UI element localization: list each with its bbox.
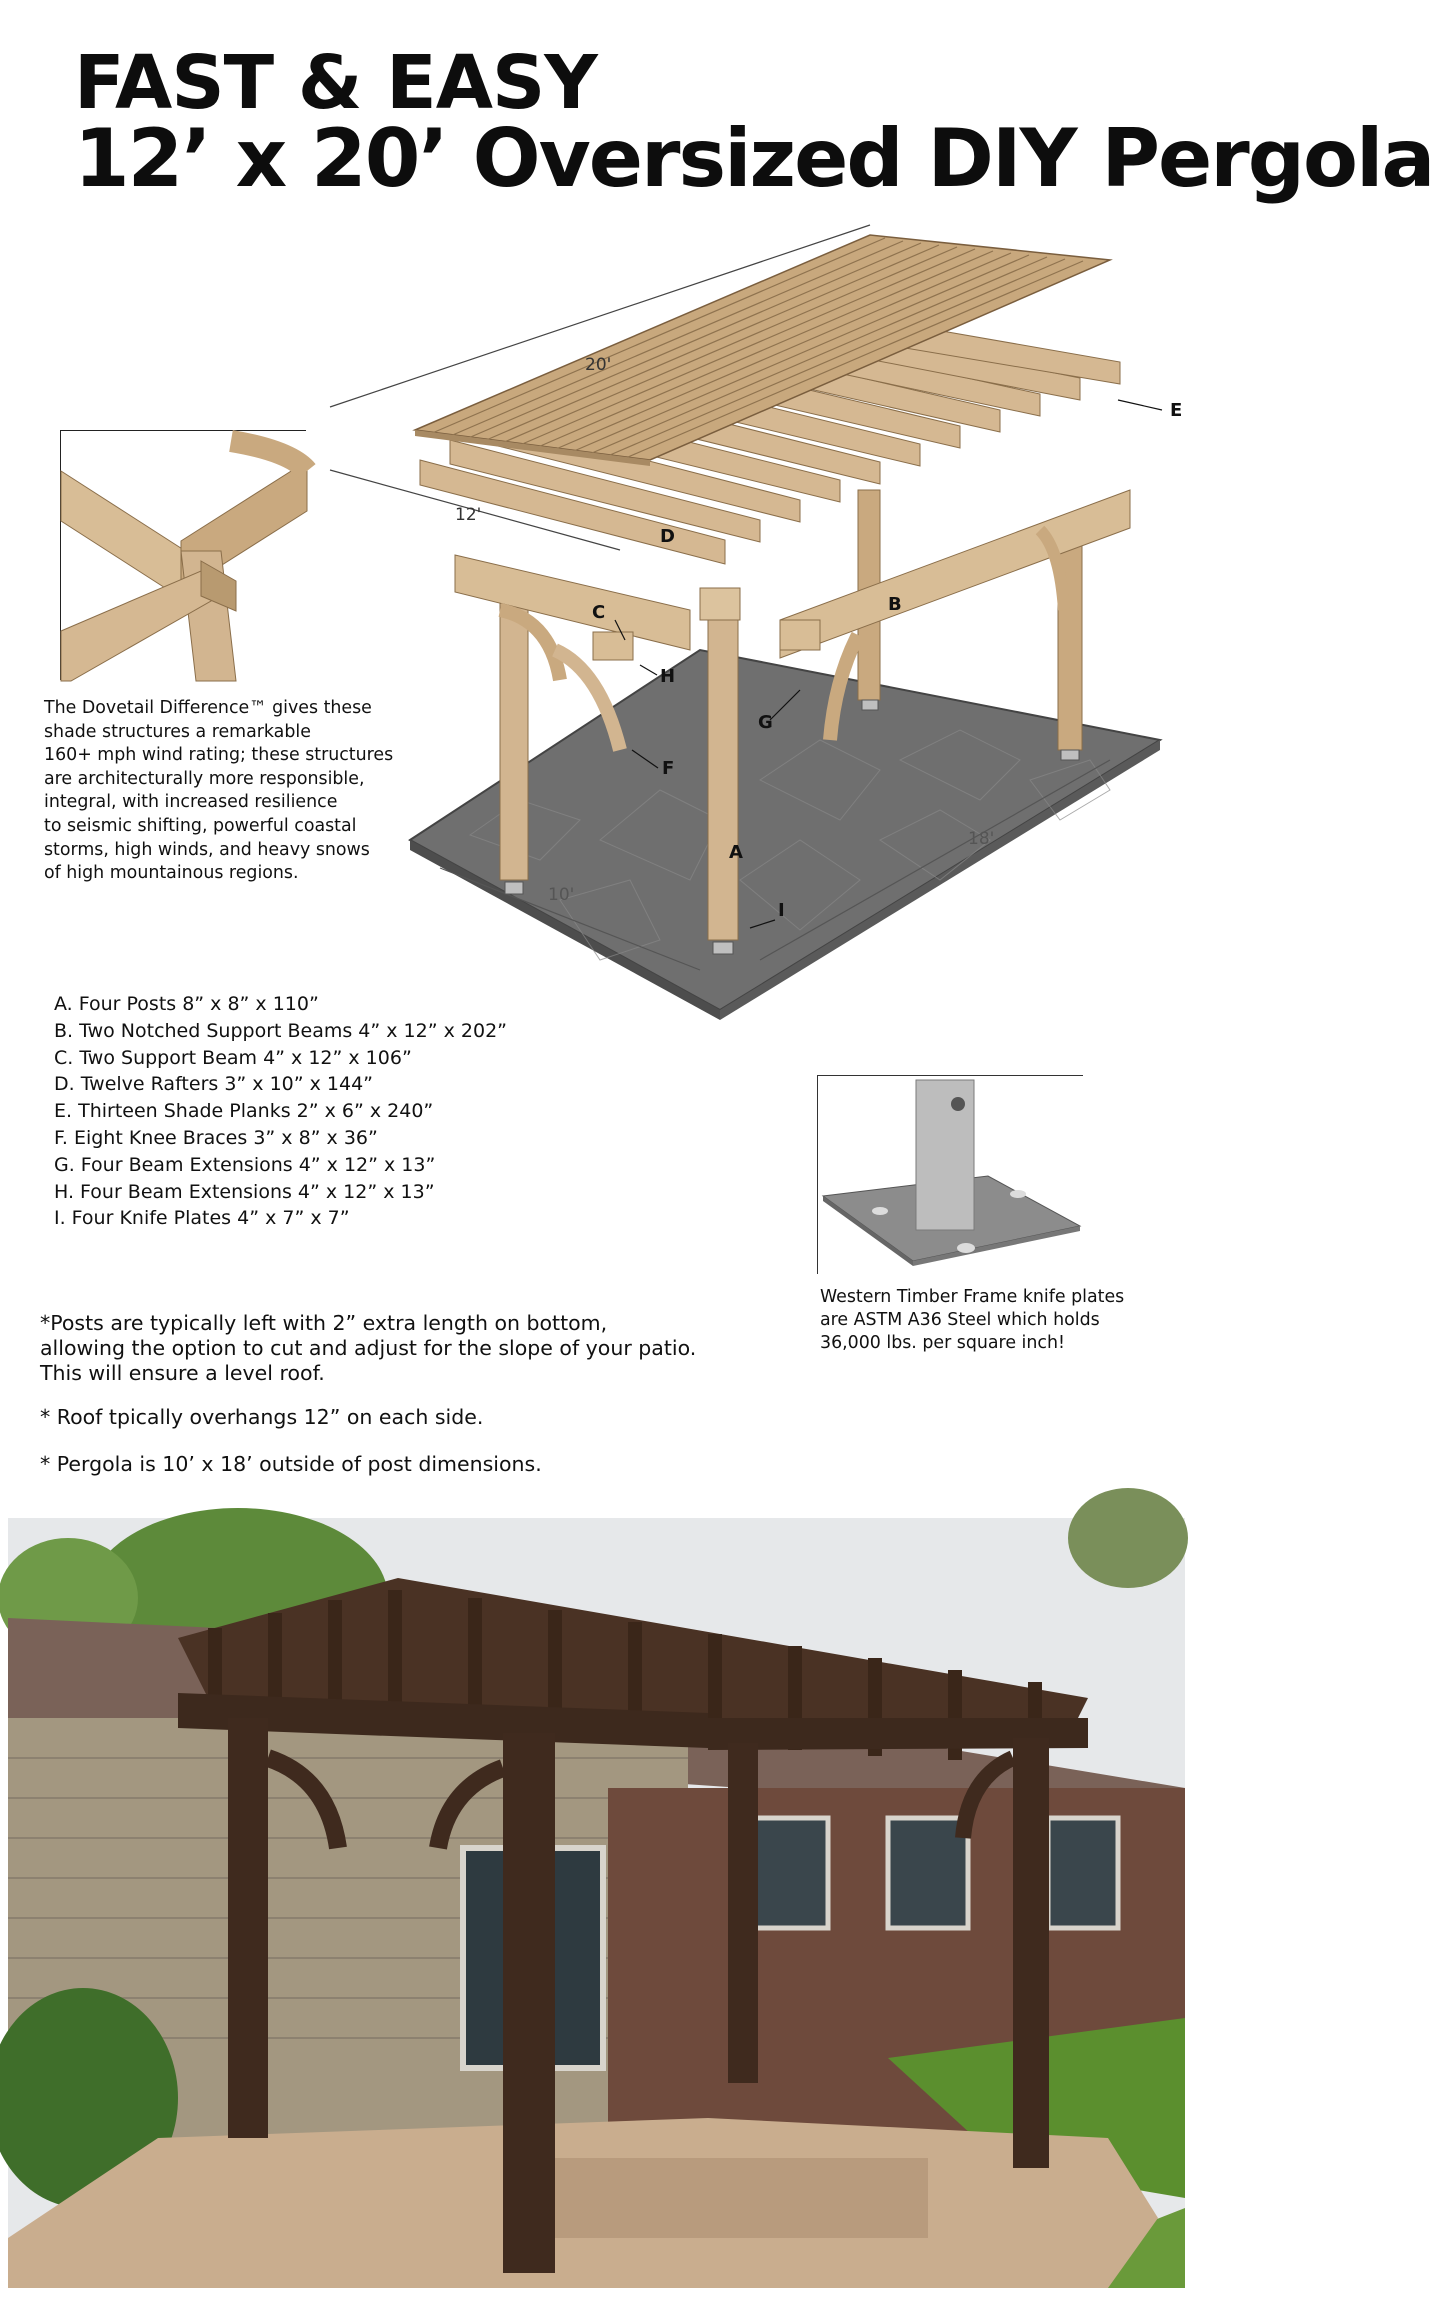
dovetail-joint-image [61,431,307,681]
dim-10ft: 10' [548,885,575,905]
callout-i: I [778,900,785,921]
note-line: *Posts are typically left with 2” extra length on bottom, [40,1311,608,1335]
pergola-photo [8,1518,1185,2288]
parts-list-item: I. Four Knife Plates 4” x 7” x 7” [54,1207,350,1230]
callout-g: G [758,712,773,733]
caption-line: 36,000 lbs. per square inch! [820,1333,1065,1353]
callout-b: B [888,594,902,615]
caption-line: are ASTM A36 Steel which holds [820,1310,1100,1330]
knife-plate-caption [820,1286,1150,1355]
post-front-right [708,600,738,940]
title-line-2: 12’ x 20’ Oversized DIY Pergola [74,112,1433,205]
description-line: are architecturally more responsible, [44,768,365,789]
parts-list [54,991,574,1232]
parts-list-item: C. Two Support Beam 4” x 12” x 106” [54,1046,412,1069]
dim-12ft: 12' [455,505,482,525]
parts-list-item: G. Four Beam Extensions 4” x 12” x 13” [54,1153,436,1176]
note-line: allowing the option to cut and adjust for the slope of your patio. [40,1336,697,1360]
parts-list-item: D. Twelve Rafters 3” x 10” x 144” [54,1073,374,1096]
knife-plate-image [817,1075,1083,1274]
dim-18ft: 18' [968,829,995,849]
note-roof-overhang: * Roof tpically overhangs 12” on each side. [40,1405,484,1429]
dovetail-description [44,697,404,886]
title-line-1: FAST & EASY [74,40,597,126]
description-line: storms, high winds, and heavy snows [44,839,370,860]
dim-20ft: 20' [585,355,612,375]
callout-e: E [1170,400,1183,421]
parts-list-item: B. Two Notched Support Beams 4” x 12” x 202” [54,1019,508,1042]
description-line: shade structures a remarkable [44,721,311,742]
callout-c: C [592,602,606,623]
beam-left [455,555,690,650]
pergola-photo-illustration [8,1518,1185,2288]
parts-list-item: A. Four Posts 8” x 8” x 110” [54,993,319,1015]
parts-list-item: E. Thirteen Shade Planks 2” x 6” x 240” [54,1100,434,1123]
description-line: integral, with increased resilience [44,792,338,813]
parts-list-item: H. Four Beam Extensions 4” x 12” x 13” [54,1180,435,1203]
note-line: This will ensure a level roof. [40,1361,325,1385]
dovetail-joint-inset [60,430,306,680]
description-line: 160+ mph wind rating; these structures [44,745,394,766]
description-line: to seismic shifting, powerful coastal [44,815,357,836]
description-line: of high mountainous regions. [44,863,299,884]
note-posts [40,1311,696,1386]
callout-h: H [660,666,676,687]
knife-plate-illustration [818,1076,1084,1275]
caption-line: Western Timber Frame knife plates [820,1287,1125,1307]
parts-list-item: F. Eight Knee Braces 3” x 8” x 36” [54,1126,378,1149]
callout-a: A [729,842,743,863]
note-pergola-dimensions: * Pergola is 10’ x 18’ outside of post dimensions. [40,1452,542,1476]
callout-d: D [660,526,675,547]
callout-f: F [662,758,675,779]
description-line: The Dovetail Difference™ gives these [44,698,372,718]
post-back-right [1058,520,1082,750]
